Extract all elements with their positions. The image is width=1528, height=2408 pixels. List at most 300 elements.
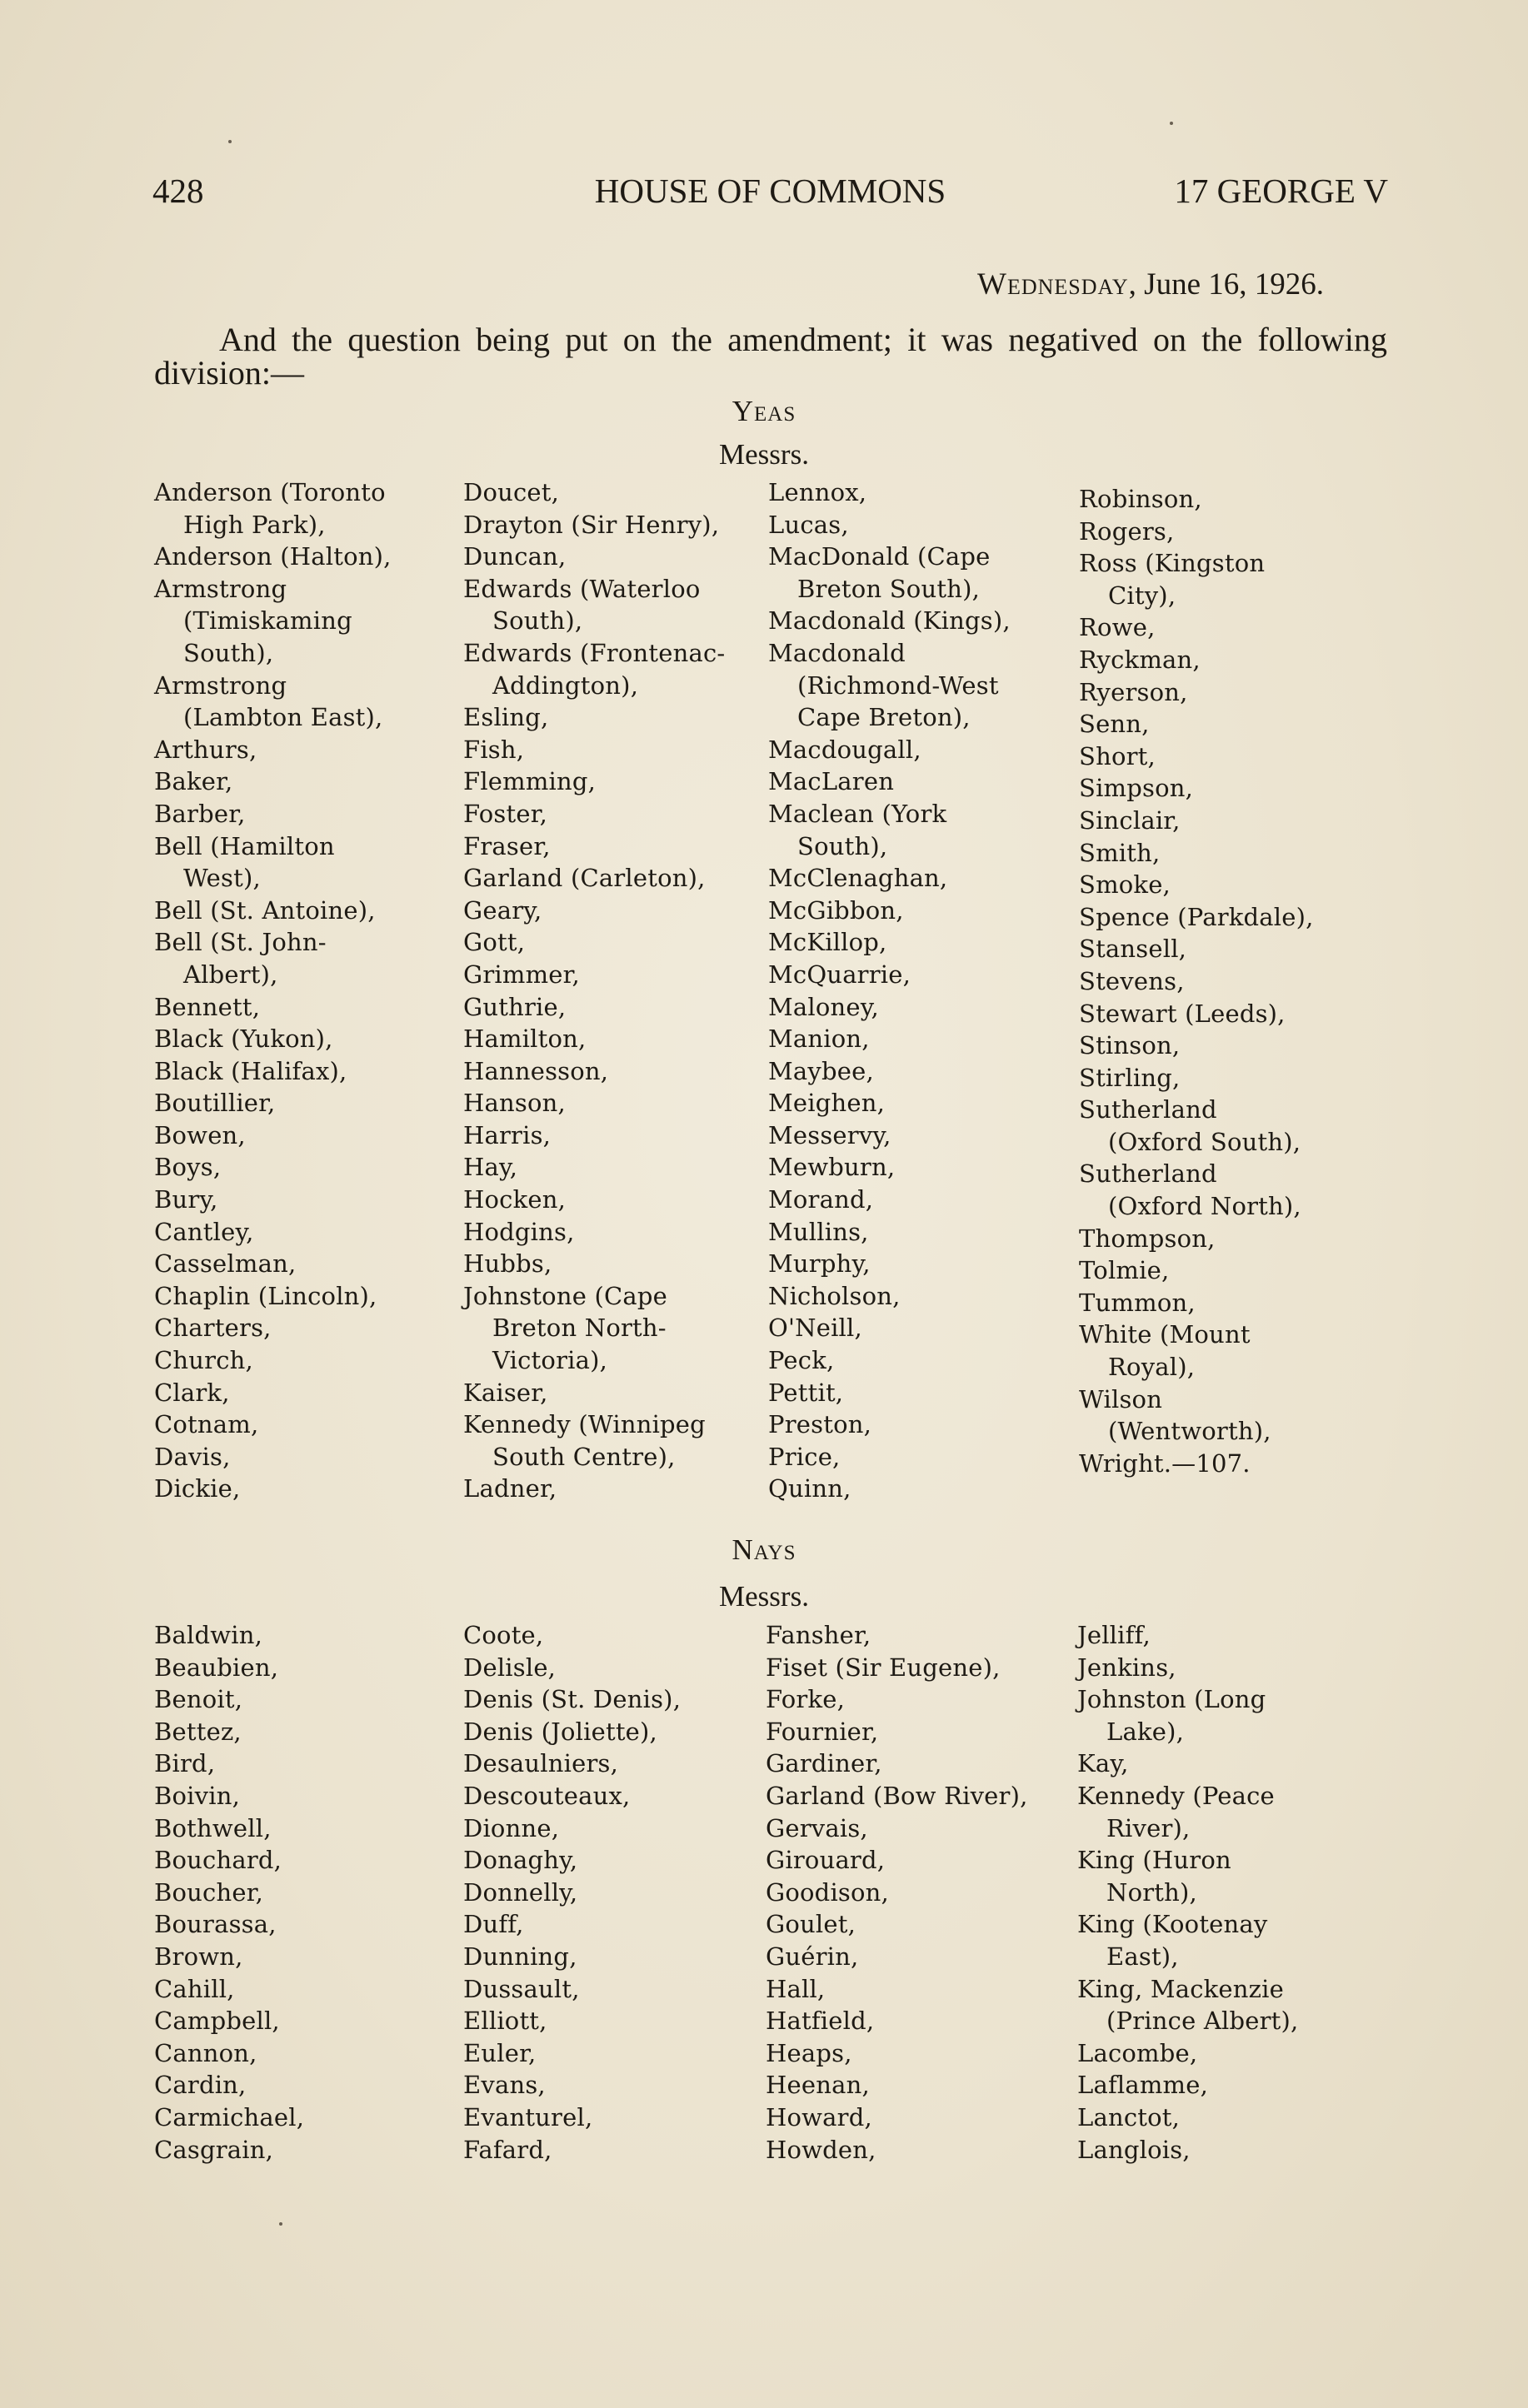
member-name-line: Dussault, bbox=[463, 1974, 580, 2003]
member-name-line: Denis (Joliette), bbox=[463, 1717, 657, 1746]
member-name bbox=[1077, 1619, 1298, 1652]
member-name bbox=[768, 765, 1011, 798]
member-name bbox=[154, 2134, 304, 2166]
member-name-continuation: (Lambton East), bbox=[183, 703, 383, 732]
member-name-continuation: (Prince Albert), bbox=[1106, 2007, 1299, 2036]
member-name-line: Stinson, bbox=[1079, 1031, 1181, 1060]
running-title: HOUSE OF COMMONS bbox=[594, 172, 946, 210]
member-name-line: Ryckman, bbox=[1079, 645, 1201, 674]
member-name-continuation: (Oxford North), bbox=[1108, 1192, 1301, 1221]
member-name bbox=[154, 1716, 304, 1748]
member-name-line: Hatfield, bbox=[766, 2007, 875, 2036]
member-name-line: Guérin, bbox=[766, 1942, 859, 1971]
member-name-line: Jenkins, bbox=[1077, 1653, 1176, 1682]
member-name bbox=[463, 798, 725, 830]
member-name bbox=[1079, 805, 1314, 837]
member-name-line: Grimmer, bbox=[463, 960, 580, 989]
member-name bbox=[154, 1087, 392, 1119]
member-name bbox=[1077, 1652, 1298, 1684]
member-name bbox=[768, 1377, 1011, 1409]
member-name-line: MacLaren bbox=[768, 767, 895, 796]
member-name bbox=[766, 2134, 1028, 2166]
member-name-line: Doucet, bbox=[463, 478, 560, 506]
member-name-line: Quinn, bbox=[768, 1474, 851, 1503]
member-name bbox=[154, 670, 392, 734]
member-name-line: Tummon, bbox=[1079, 1288, 1196, 1317]
member-name bbox=[1079, 708, 1314, 740]
member-name bbox=[463, 926, 725, 959]
member-name-line: King (Kootenay bbox=[1077, 1910, 1268, 1939]
member-name bbox=[766, 1652, 1028, 1684]
member-name-line: Esling, bbox=[463, 703, 549, 732]
member-name bbox=[1079, 1094, 1314, 1158]
nays-heading: Nays bbox=[732, 1533, 796, 1566]
member-name-continuation: River), bbox=[1106, 1813, 1191, 1842]
member-name-line: Delisle, bbox=[463, 1653, 557, 1682]
member-name-line: Goulet, bbox=[766, 1910, 856, 1939]
member-name bbox=[768, 1184, 1011, 1216]
member-name bbox=[463, 1473, 725, 1505]
member-name bbox=[768, 1280, 1011, 1313]
member-name-line: Meighen, bbox=[768, 1089, 886, 1118]
member-name-line: Bird, bbox=[154, 1749, 216, 1778]
member-name-line: Laflamme, bbox=[1077, 2071, 1209, 2100]
member-name bbox=[154, 1908, 304, 1941]
member-name-line: Kaiser, bbox=[463, 1378, 548, 1407]
member-name bbox=[1079, 1030, 1314, 1062]
member-name bbox=[463, 1844, 681, 1877]
member-name-line: Boys, bbox=[154, 1153, 222, 1182]
member-name-line: King (Huron bbox=[1077, 1846, 1231, 1875]
member-name-line: Macdonald (Kings), bbox=[768, 606, 1011, 636]
member-name bbox=[154, 2069, 304, 2101]
member-name bbox=[154, 1312, 392, 1344]
member-name-line: Cardin, bbox=[154, 2071, 247, 2100]
member-name-line: Fraser, bbox=[463, 831, 551, 860]
member-name-line: Hamilton, bbox=[463, 1025, 587, 1054]
member-name-line: Preston, bbox=[768, 1410, 872, 1439]
nays-messrs: Messrs. bbox=[719, 1580, 809, 1613]
member-name bbox=[766, 1683, 1028, 1716]
member-name-line: Rowe, bbox=[1079, 613, 1156, 642]
member-name-line: Cahill, bbox=[154, 1974, 235, 2003]
nays-column-4 bbox=[1077, 1619, 1298, 2166]
member-name-line: Armstrong bbox=[154, 671, 287, 700]
member-name-continuation: (Oxford South), bbox=[1108, 1127, 1301, 1156]
member-name-line: Cannon, bbox=[154, 2038, 257, 2067]
member-name bbox=[1077, 1844, 1298, 1908]
member-name bbox=[463, 1151, 725, 1184]
member-name-line: Evans, bbox=[463, 2071, 546, 2100]
member-name bbox=[463, 1248, 725, 1280]
member-name-line: Beaubien, bbox=[154, 1653, 279, 1682]
member-name bbox=[154, 830, 392, 895]
member-name-line: Dionne, bbox=[463, 1813, 560, 1842]
member-name-continuation: South), bbox=[183, 638, 274, 667]
member-name bbox=[463, 637, 725, 701]
member-name bbox=[768, 1151, 1011, 1184]
member-name bbox=[463, 1716, 681, 1748]
member-name-line: Maloney, bbox=[768, 992, 879, 1021]
member-name-line: Sutherland bbox=[1079, 1095, 1217, 1124]
member-name bbox=[768, 991, 1011, 1024]
member-name bbox=[463, 701, 725, 734]
member-name bbox=[768, 509, 1011, 541]
member-name-line: Brown, bbox=[154, 1942, 243, 1971]
member-name-line: Kennedy (Winnipeg bbox=[463, 1410, 706, 1439]
member-name bbox=[154, 991, 392, 1024]
yeas-column-3 bbox=[768, 476, 1011, 1505]
member-name-line: Casgrain, bbox=[154, 2135, 274, 2164]
member-name-line: Cantley, bbox=[154, 1217, 254, 1246]
member-name-continuation: Breton South), bbox=[797, 574, 981, 603]
member-name-line: Macdougall, bbox=[768, 735, 921, 764]
member-name bbox=[154, 2101, 304, 2134]
member-name bbox=[1079, 901, 1314, 934]
member-name bbox=[154, 1151, 392, 1184]
date: June 16, 1926. bbox=[1144, 267, 1324, 302]
member-name-line: Gervais, bbox=[766, 1813, 868, 1842]
member-name bbox=[463, 476, 725, 509]
member-name bbox=[768, 1248, 1011, 1280]
member-name-line: Bourassa, bbox=[154, 1910, 277, 1939]
member-name bbox=[1077, 2037, 1298, 2070]
member-name bbox=[1077, 1780, 1298, 1844]
member-name-line: Edwards (Waterloo bbox=[463, 574, 701, 603]
member-name-line: Spence (Parkdale), bbox=[1079, 902, 1314, 931]
member-name bbox=[1079, 516, 1314, 548]
member-name bbox=[1079, 869, 1314, 901]
member-name bbox=[768, 541, 1011, 605]
member-name-line: Garland (Bow River), bbox=[766, 1781, 1028, 1810]
member-name-line: Boivin, bbox=[154, 1781, 240, 1810]
member-name-continuation: (Richmond-West bbox=[797, 671, 999, 700]
member-name bbox=[768, 959, 1011, 991]
member-name-line: Guthrie, bbox=[463, 992, 567, 1021]
member-name-line: Bowen, bbox=[154, 1120, 246, 1149]
member-name bbox=[154, 1377, 392, 1409]
regnal-year: 17 GEORGE V bbox=[1174, 172, 1388, 210]
member-name bbox=[766, 1619, 1028, 1652]
member-name-line: Donaghy, bbox=[463, 1846, 578, 1875]
member-name-line: Church, bbox=[154, 1346, 253, 1375]
member-name-line: Howard, bbox=[766, 2102, 872, 2131]
member-name bbox=[768, 1344, 1011, 1377]
member-name-continuation: South), bbox=[492, 606, 583, 636]
member-name bbox=[768, 1312, 1011, 1344]
member-name-line: Lacombe, bbox=[1077, 2038, 1198, 2067]
member-name bbox=[768, 1408, 1011, 1441]
member-name bbox=[154, 926, 392, 990]
member-name-line: Pettit, bbox=[768, 1378, 844, 1407]
member-name-line: Maclean (York bbox=[768, 799, 947, 828]
member-name-line: Euler, bbox=[463, 2038, 537, 2067]
ink-speck bbox=[228, 140, 232, 143]
member-name-line: Short, bbox=[1079, 741, 1156, 770]
member-name bbox=[766, 1941, 1028, 1973]
nays-column-1 bbox=[154, 1619, 304, 2166]
member-name bbox=[768, 1473, 1011, 1505]
member-name-line: White (Mount bbox=[1079, 1320, 1251, 1349]
yeas-column-2 bbox=[463, 476, 725, 1505]
member-name-line: Black (Halifax), bbox=[154, 1056, 347, 1085]
member-name-line: Lennox, bbox=[768, 478, 867, 506]
member-name bbox=[463, 862, 725, 895]
member-name-line: Bettez, bbox=[154, 1717, 242, 1746]
member-name bbox=[1079, 965, 1314, 998]
member-name-line: Stevens, bbox=[1079, 966, 1185, 995]
member-name-line: Foster, bbox=[463, 799, 547, 828]
page-number: 428 bbox=[152, 172, 204, 210]
page-header bbox=[152, 171, 1388, 212]
member-name bbox=[1079, 644, 1314, 676]
member-name bbox=[154, 1216, 392, 1249]
member-name bbox=[154, 1877, 304, 1909]
member-name bbox=[463, 959, 725, 991]
member-name bbox=[1079, 998, 1314, 1030]
member-name-line: Senn, bbox=[1079, 710, 1150, 739]
member-name-line: Dunning, bbox=[463, 1942, 577, 1971]
member-name-line: Bothwell, bbox=[154, 1813, 272, 1842]
member-name-line: Barber, bbox=[154, 799, 246, 828]
member-name-line: Simpson, bbox=[1079, 774, 1194, 803]
member-name-line: Hall, bbox=[766, 1974, 826, 2003]
member-name bbox=[766, 1716, 1028, 1748]
member-name-line: Baldwin, bbox=[154, 1621, 263, 1649]
member-name-line: Goodison, bbox=[766, 1877, 889, 1907]
member-name-continuation: High Park), bbox=[183, 510, 326, 539]
member-name bbox=[768, 926, 1011, 959]
member-name-line: Geary, bbox=[463, 895, 542, 925]
member-name-continuation: West), bbox=[183, 864, 261, 893]
member-name-line: Thompson, bbox=[1079, 1224, 1216, 1253]
member-name bbox=[1079, 837, 1314, 870]
member-name bbox=[463, 734, 725, 766]
member-name bbox=[154, 1652, 304, 1684]
member-name-line: Bell (Hamilton bbox=[154, 831, 335, 860]
member-name-line: Cotnam, bbox=[154, 1410, 259, 1439]
member-name bbox=[463, 2134, 681, 2166]
member-name bbox=[154, 476, 392, 541]
member-name bbox=[154, 1747, 304, 1780]
member-name-continuation: Cape Breton), bbox=[797, 703, 971, 732]
member-name-line: Gardiner, bbox=[766, 1749, 882, 1778]
member-name bbox=[463, 1652, 681, 1684]
member-name bbox=[768, 1023, 1011, 1055]
member-name bbox=[154, 798, 392, 830]
member-name-line: Sutherland bbox=[1079, 1159, 1217, 1189]
member-name bbox=[154, 1441, 392, 1473]
member-name bbox=[768, 1216, 1011, 1249]
dateline: Wednesday, June 16, 1926. bbox=[977, 267, 1324, 302]
member-name-line: Benoit, bbox=[154, 1685, 243, 1714]
member-name-line: O'Neill, bbox=[768, 1314, 862, 1343]
yeas-heading: Yeas bbox=[732, 395, 796, 427]
member-name-continuation: City), bbox=[1108, 581, 1176, 610]
member-name-line: Coote, bbox=[463, 1621, 544, 1649]
member-name bbox=[463, 2069, 681, 2101]
member-name-line: Campbell, bbox=[154, 2007, 280, 2036]
member-name bbox=[154, 1408, 392, 1441]
member-name bbox=[768, 605, 1011, 637]
member-name bbox=[463, 2005, 681, 2037]
member-name-continuation: (Timiskaming bbox=[183, 606, 352, 636]
member-name-line: Manion, bbox=[768, 1025, 870, 1054]
member-name-line: Evanturel, bbox=[463, 2102, 593, 2131]
member-name-continuation: Lake), bbox=[1106, 1717, 1185, 1746]
member-name-line: Elliott, bbox=[463, 2007, 547, 2036]
member-name-line: Girouard, bbox=[766, 1846, 886, 1875]
member-name bbox=[768, 1119, 1011, 1152]
member-name bbox=[154, 2005, 304, 2037]
member-name bbox=[463, 2101, 681, 2134]
member-name-line: Duff, bbox=[463, 1910, 524, 1939]
member-name bbox=[463, 991, 725, 1024]
member-name-line: Denis (St. Denis), bbox=[463, 1685, 682, 1714]
member-name-line: Johnston (Long bbox=[1077, 1685, 1266, 1714]
member-name-line: Mullins, bbox=[768, 1217, 869, 1246]
member-name-line: Garland (Carleton), bbox=[463, 864, 706, 893]
member-name-line: Anderson (Toronto bbox=[154, 478, 386, 506]
member-name bbox=[766, 1973, 1028, 2006]
member-name-continuation: Victoria), bbox=[492, 1346, 608, 1375]
member-name bbox=[1079, 740, 1314, 773]
member-name bbox=[463, 1619, 681, 1652]
division-intro: And the question being put on the amendment; it was negatived on the following division:— bbox=[154, 321, 1387, 391]
member-name bbox=[1079, 1158, 1314, 1222]
member-name bbox=[463, 1087, 725, 1119]
member-name bbox=[154, 1619, 304, 1652]
member-name-line: Ross (Kingston bbox=[1079, 549, 1266, 578]
member-name-line: Tolmie, bbox=[1079, 1256, 1170, 1285]
member-name bbox=[463, 1184, 725, 1216]
member-name bbox=[766, 2101, 1028, 2134]
member-name-continuation: East), bbox=[1106, 1942, 1179, 1971]
member-name-line: Robinson, bbox=[1079, 485, 1202, 513]
member-name bbox=[463, 1941, 681, 1973]
member-name-line: Harris, bbox=[463, 1120, 552, 1149]
member-name-line: Casselman, bbox=[154, 1249, 297, 1279]
member-name bbox=[766, 1780, 1028, 1812]
member-name bbox=[766, 2069, 1028, 2101]
member-name bbox=[463, 1973, 681, 2006]
yeas-column-1 bbox=[154, 476, 392, 1505]
member-name-line: Maybee, bbox=[768, 1056, 874, 1085]
member-name-line: Bennett, bbox=[154, 992, 261, 1021]
member-name-line: Forke, bbox=[766, 1685, 846, 1714]
member-name bbox=[463, 2037, 681, 2070]
member-name-line: Flemming, bbox=[463, 767, 597, 796]
member-name-line: Fournier, bbox=[766, 1717, 879, 1746]
member-name bbox=[463, 1408, 725, 1473]
member-name bbox=[1077, 1973, 1298, 2037]
member-name bbox=[463, 1216, 725, 1249]
member-name-line: Edwards (Frontenac- bbox=[463, 638, 726, 667]
member-name bbox=[154, 1683, 304, 1716]
member-name-line: Fiset (Sir Eugene), bbox=[766, 1653, 1001, 1682]
member-name-line: Boutillier, bbox=[154, 1089, 276, 1118]
member-name bbox=[1079, 483, 1314, 516]
member-name bbox=[1077, 1908, 1298, 1972]
member-name-line: Murphy, bbox=[768, 1249, 871, 1279]
member-name bbox=[463, 1812, 681, 1845]
member-name bbox=[768, 1441, 1011, 1473]
member-name bbox=[463, 573, 725, 637]
member-name-line: Ladner, bbox=[463, 1474, 557, 1503]
member-name-line: Dickie, bbox=[154, 1474, 241, 1503]
member-name bbox=[768, 1087, 1011, 1119]
member-name bbox=[766, 1812, 1028, 1845]
member-name-line: Hannesson, bbox=[463, 1056, 609, 1085]
member-name-line: McKillop, bbox=[768, 928, 887, 957]
member-name-line: Armstrong bbox=[154, 574, 287, 603]
member-name bbox=[154, 1184, 392, 1216]
member-name-line: Morand, bbox=[768, 1185, 874, 1214]
member-name-line: Jelliff, bbox=[1077, 1621, 1151, 1649]
member-name-line: McClenaghan, bbox=[768, 864, 948, 893]
member-name bbox=[766, 2037, 1028, 2070]
member-name-line: Smith, bbox=[1079, 838, 1161, 867]
member-name-line: Johnstone (Cape bbox=[463, 1281, 668, 1310]
member-name bbox=[1079, 1254, 1314, 1287]
ink-speck bbox=[1170, 122, 1173, 125]
member-name bbox=[154, 1780, 304, 1812]
member-name bbox=[1079, 1287, 1314, 1319]
member-name bbox=[463, 1908, 681, 1941]
member-name-continuation: Breton North- bbox=[492, 1314, 667, 1343]
member-name bbox=[768, 798, 1011, 862]
member-name bbox=[154, 573, 392, 670]
member-name-line: Ryerson, bbox=[1079, 677, 1188, 706]
member-name-line: Howden, bbox=[766, 2135, 876, 2164]
member-name-line: McGibbon, bbox=[768, 895, 904, 925]
member-name bbox=[154, 1941, 304, 1973]
member-name bbox=[154, 1473, 392, 1505]
member-name-line: Bell (St. John- bbox=[154, 928, 327, 957]
member-name-line: Anderson (Halton), bbox=[154, 542, 392, 571]
member-name-line: Davis, bbox=[154, 1442, 231, 1471]
member-name-line: Hay, bbox=[463, 1153, 518, 1182]
member-name-line: Black (Yukon), bbox=[154, 1025, 333, 1054]
member-name bbox=[463, 1119, 725, 1152]
member-name bbox=[154, 1812, 304, 1845]
member-name-line: Drayton (Sir Henry), bbox=[463, 510, 720, 539]
member-name bbox=[154, 1248, 392, 1280]
member-name bbox=[154, 541, 392, 573]
member-name-line: Clark, bbox=[154, 1378, 230, 1407]
member-name-continuation: North), bbox=[1106, 1877, 1197, 1907]
member-name bbox=[766, 1877, 1028, 1909]
member-name-line: Peck, bbox=[768, 1346, 835, 1375]
member-name bbox=[463, 1747, 681, 1780]
member-name bbox=[766, 2005, 1028, 2037]
member-name-continuation: South), bbox=[797, 831, 888, 860]
member-name-line: MacDonald (Cape bbox=[768, 542, 991, 571]
member-name bbox=[154, 1119, 392, 1152]
member-name bbox=[1077, 1683, 1298, 1747]
member-name-line: Heaps, bbox=[766, 2038, 852, 2067]
member-name bbox=[154, 1280, 392, 1313]
member-name-line: Hocken, bbox=[463, 1185, 567, 1214]
member-name-line: Kay, bbox=[1077, 1749, 1129, 1778]
member-name bbox=[768, 637, 1011, 734]
member-name-line: Heenan, bbox=[766, 2071, 870, 2100]
member-name-line: Smoke, bbox=[1079, 870, 1171, 900]
member-name bbox=[1079, 611, 1314, 644]
member-name-line: Fafard, bbox=[463, 2135, 552, 2164]
member-name bbox=[768, 895, 1011, 927]
member-name bbox=[463, 1280, 725, 1377]
